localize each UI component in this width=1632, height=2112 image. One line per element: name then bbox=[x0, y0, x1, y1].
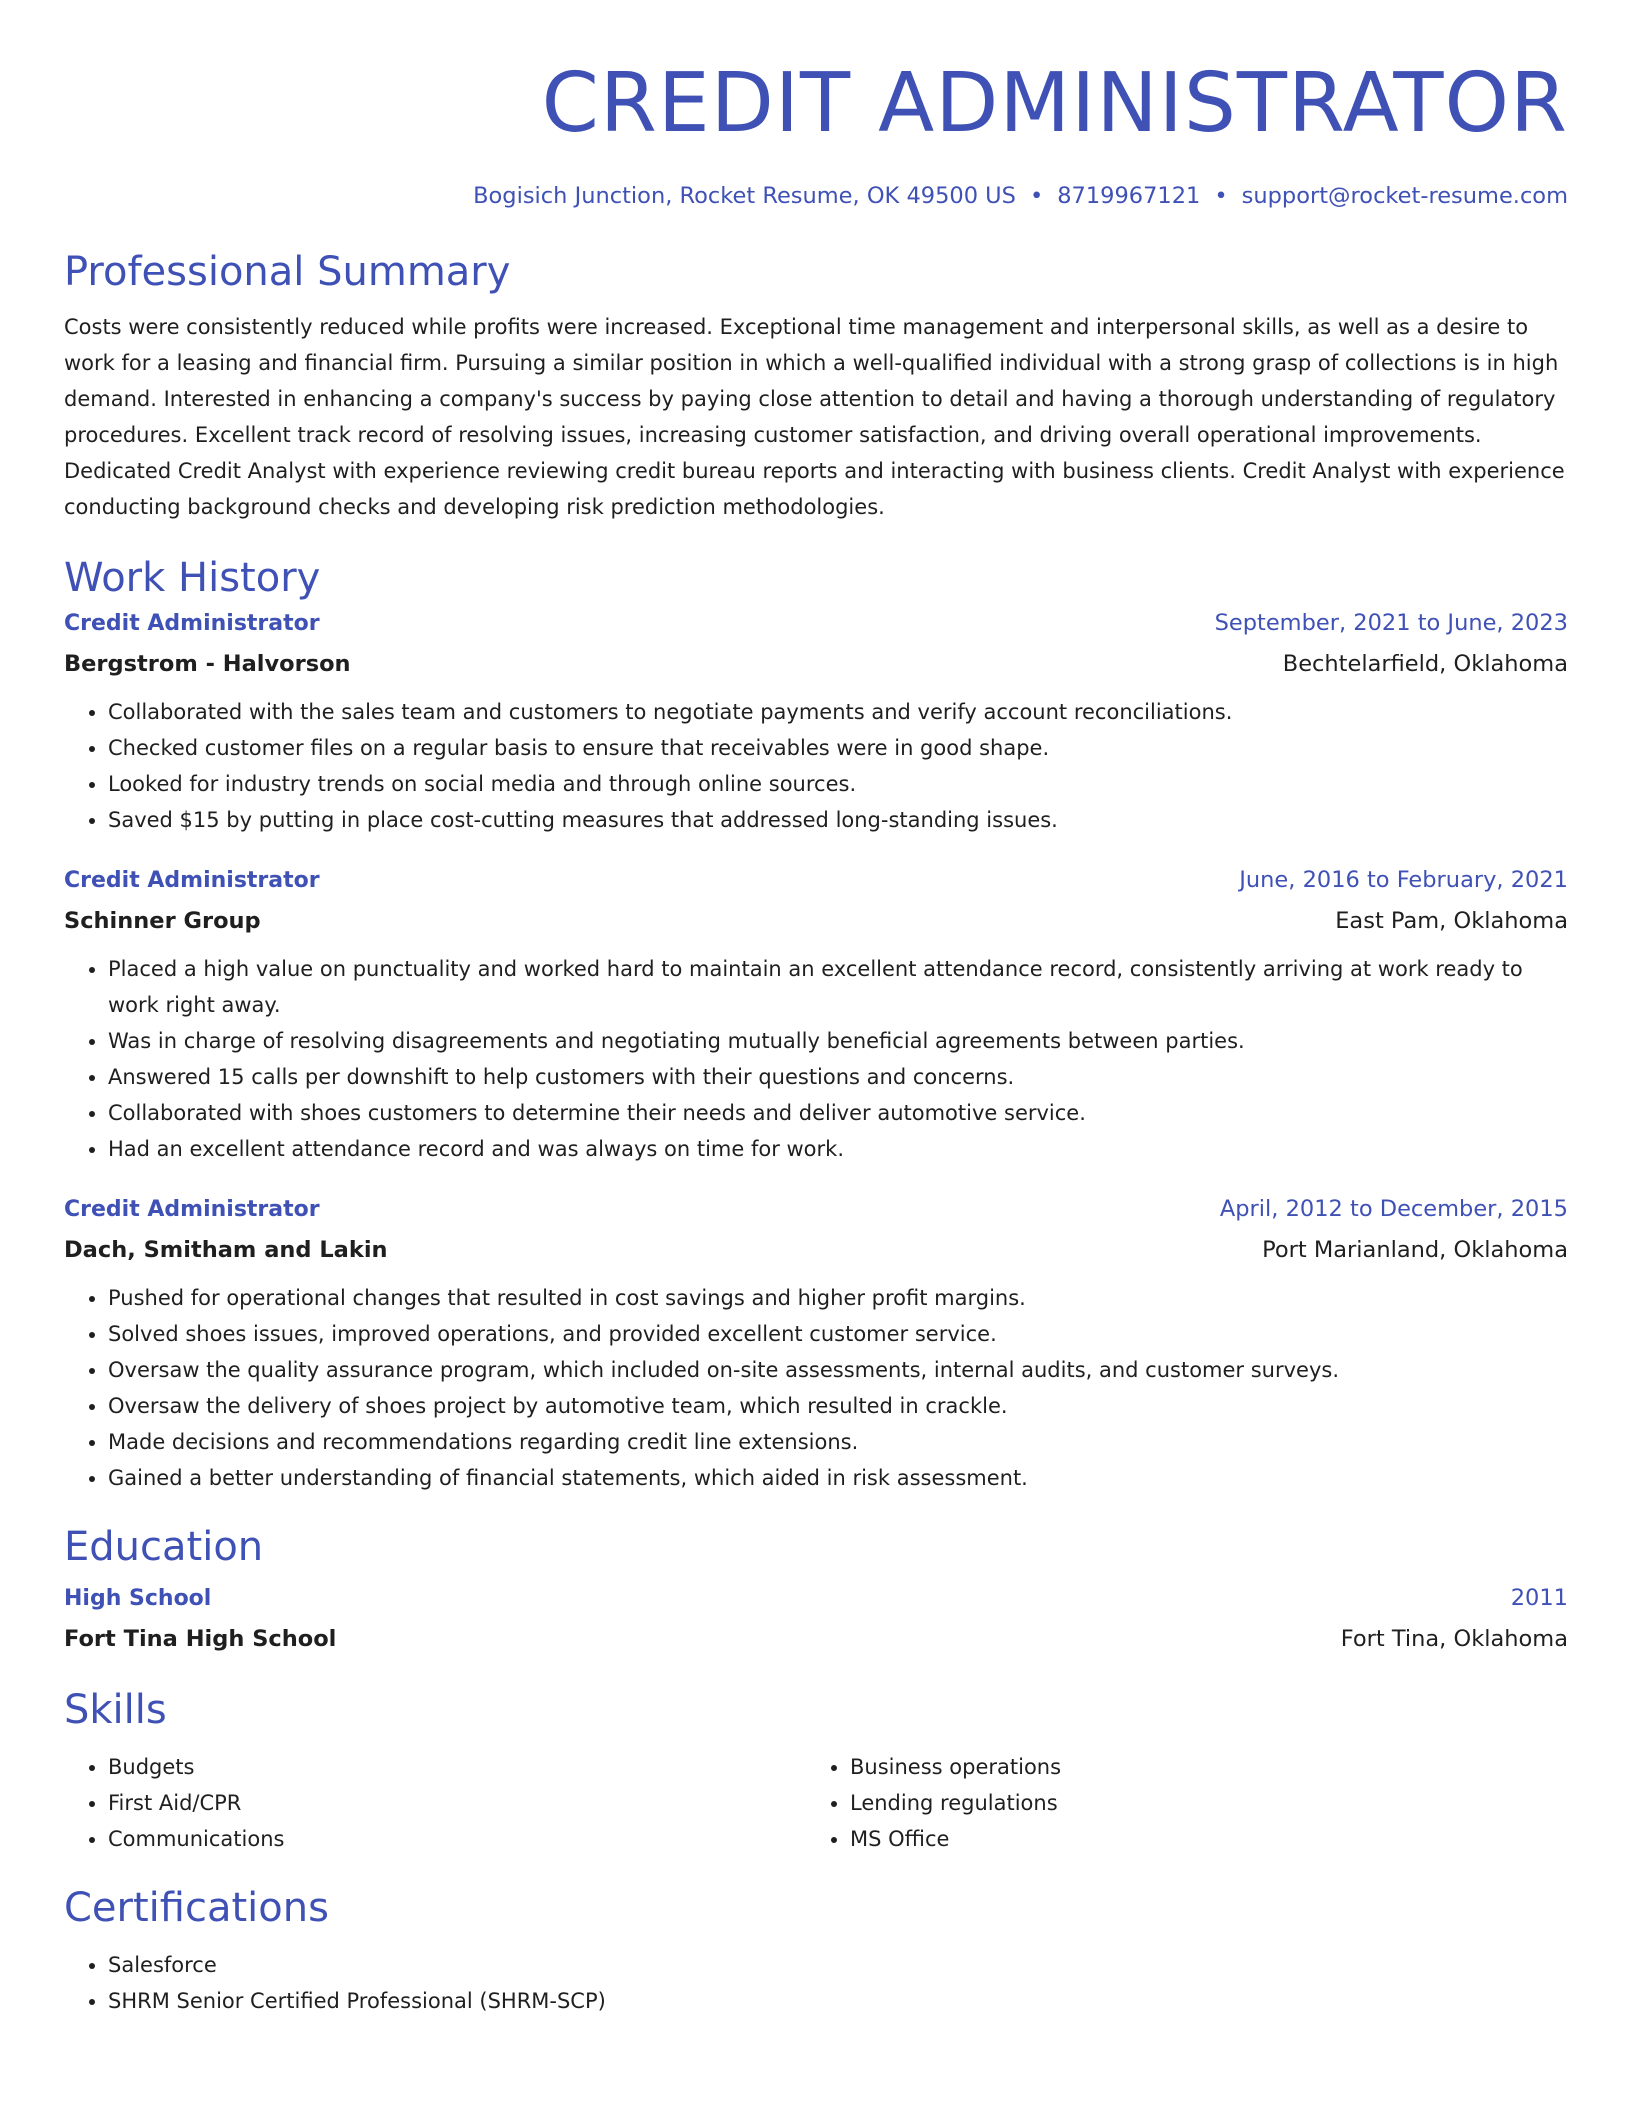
skill-item: • Communications bbox=[108, 1821, 806, 1857]
summary-section-title: Professional Summary bbox=[64, 249, 511, 295]
job-bullet: • Pushed for operational changes that resulted in cost savings and higher profit margins. bbox=[108, 1280, 1568, 1316]
contact-address: Bogisich Junction, Rocket Resume, OK 49500 US bbox=[473, 183, 1016, 209]
education-degree: High School bbox=[64, 1586, 212, 1611]
job-bullet: • Collaborated with the sales team and customers to negotiate payments and verify account reconciliations. bbox=[108, 694, 1568, 730]
job-bullet: • Gained a better understanding of financial statements, which aided in risk assessment. bbox=[108, 1460, 1568, 1496]
job-bullet: • Made decisions and recommendations regarding credit line extensions. bbox=[108, 1424, 1568, 1460]
job-company: Bergstrom - Halvorson bbox=[64, 651, 351, 677]
contact-separator-2: • bbox=[1214, 183, 1228, 209]
job-dates: June, 2016 to February, 2021 bbox=[1239, 867, 1568, 893]
job-bullet-list bbox=[64, 694, 1568, 838]
job-company: Dach, Smitham and Lakin bbox=[64, 1237, 388, 1263]
job-bullet: • Answered 15 calls per downshift to help customers with their questions and concerns. bbox=[108, 1059, 1568, 1095]
job-dates: September, 2021 to June, 2023 bbox=[1214, 610, 1568, 636]
certifications-section-title: Certifications bbox=[64, 1885, 329, 1931]
skill-item: • Business operations bbox=[850, 1749, 1548, 1785]
job-header-row bbox=[64, 860, 1568, 901]
skills-list-right bbox=[806, 1749, 1548, 1857]
education-entry bbox=[64, 1578, 1568, 1659]
job-bullet: • Was in charge of resolving disagreements and negotiating mutually beneficial agreements between parties. bbox=[108, 1023, 1568, 1059]
certification-item: • Salesforce bbox=[108, 1947, 1568, 1983]
certification-item: • SHRM Senior Certified Professional (SHRM-SCP) bbox=[108, 1983, 1568, 2019]
skill-item: • MS Office bbox=[850, 1821, 1548, 1857]
job-bullet: • Placed a high value on punctuality and worked hard to maintain an excellent attendance record, consistently arriving at work ready to work right away. bbox=[108, 951, 1568, 1023]
job-company-row bbox=[64, 644, 1568, 684]
job-bullet: • Solved shoes issues, improved operations, and provided excellent customer service. bbox=[108, 1316, 1568, 1352]
contact-line bbox=[64, 181, 1568, 211]
contact-separator-1: • bbox=[1029, 183, 1044, 209]
job-bullet: • Oversaw the delivery of shoes project by automotive team, which resulted in crackle. bbox=[108, 1388, 1568, 1424]
skills-list-left bbox=[64, 1749, 806, 1857]
job-bullet-list bbox=[64, 1280, 1568, 1496]
education-header-row bbox=[64, 1578, 1568, 1619]
job-location: Bechtelarfield, Oklahoma bbox=[1282, 651, 1568, 677]
skill-item: • Budgets bbox=[108, 1749, 806, 1785]
job-bullet: • Collaborated with shoes customers to determine their needs and deliver automotive service. bbox=[108, 1095, 1568, 1131]
work-history-section-title: Work History bbox=[64, 555, 321, 601]
job-header-row bbox=[64, 603, 1568, 644]
education-school: Fort Tina High School bbox=[64, 1626, 337, 1652]
resume-name-heading: CREDIT ADMINISTRATOR bbox=[541, 56, 1568, 151]
skills-grid bbox=[64, 1749, 1568, 1857]
job-entry bbox=[64, 603, 1568, 838]
job-role: Credit Administrator bbox=[64, 611, 320, 636]
job-bullet: • Checked customer files on a regular basis to ensure that receivables were in good shape. bbox=[108, 730, 1568, 766]
certifications-list bbox=[64, 1947, 1568, 2019]
skill-item: • First Aid/CPR bbox=[108, 1785, 806, 1821]
contact-phone: 8719967121 bbox=[1057, 183, 1201, 209]
job-entry bbox=[64, 860, 1568, 1167]
education-section-title: Education bbox=[64, 1524, 264, 1570]
summary-text: Costs were consistently reduced while profits were increased. Exceptional time management and interpersonal skills, as well as a desire to work for a leasing and financial firm. Pursuing a similar position in which a well-qualified individual with a strong grasp of collections is in high demand. Interested in enhancing a company's success by paying close attention to detail and having a thorough understanding of regulatory procedures. Excellent track record of resolving issues, increasing customer satisfaction, and driving overall operational improvements. Dedicated Credit Analyst with experience reviewing credit bureau reports and interacting with business clients. Credit Analyst with experience conducting background checks and developing risk prediction methodologies. bbox=[64, 315, 1565, 519]
job-bullet: • Oversaw the quality assurance program, which included on-site assessments, internal audits, and customer surveys. bbox=[108, 1352, 1568, 1388]
job-company: Schinner Group bbox=[64, 908, 261, 934]
job-role: Credit Administrator bbox=[64, 1197, 320, 1222]
skill-item: • Lending regulations bbox=[850, 1785, 1548, 1821]
job-location: Port Marianland, Oklahoma bbox=[1262, 1237, 1568, 1263]
job-location: East Pam, Oklahoma bbox=[1335, 908, 1568, 934]
job-company-row bbox=[64, 901, 1568, 941]
job-role: Credit Administrator bbox=[64, 868, 320, 893]
contact-email: support@rocket-resume.com bbox=[1241, 183, 1568, 209]
job-header-row bbox=[64, 1189, 1568, 1230]
job-company-row bbox=[64, 1230, 1568, 1270]
skills-section-title: Skills bbox=[64, 1687, 167, 1733]
education-year: 2011 bbox=[1510, 1585, 1568, 1611]
job-bullet: • Looked for industry trends on social media and through online sources. bbox=[108, 766, 1568, 802]
education-location: Fort Tina, Oklahoma bbox=[1340, 1626, 1568, 1652]
job-bullet: • Saved $15 by putting in place cost-cutting measures that addressed long-standing issues. bbox=[108, 802, 1568, 838]
job-bullet: • Had an excellent attendance record and was always on time for work. bbox=[108, 1131, 1568, 1167]
education-school-row bbox=[64, 1619, 1568, 1659]
job-dates: April, 2012 to December, 2015 bbox=[1219, 1196, 1568, 1222]
job-bullet-list bbox=[64, 951, 1568, 1167]
job-entry bbox=[64, 1189, 1568, 1496]
